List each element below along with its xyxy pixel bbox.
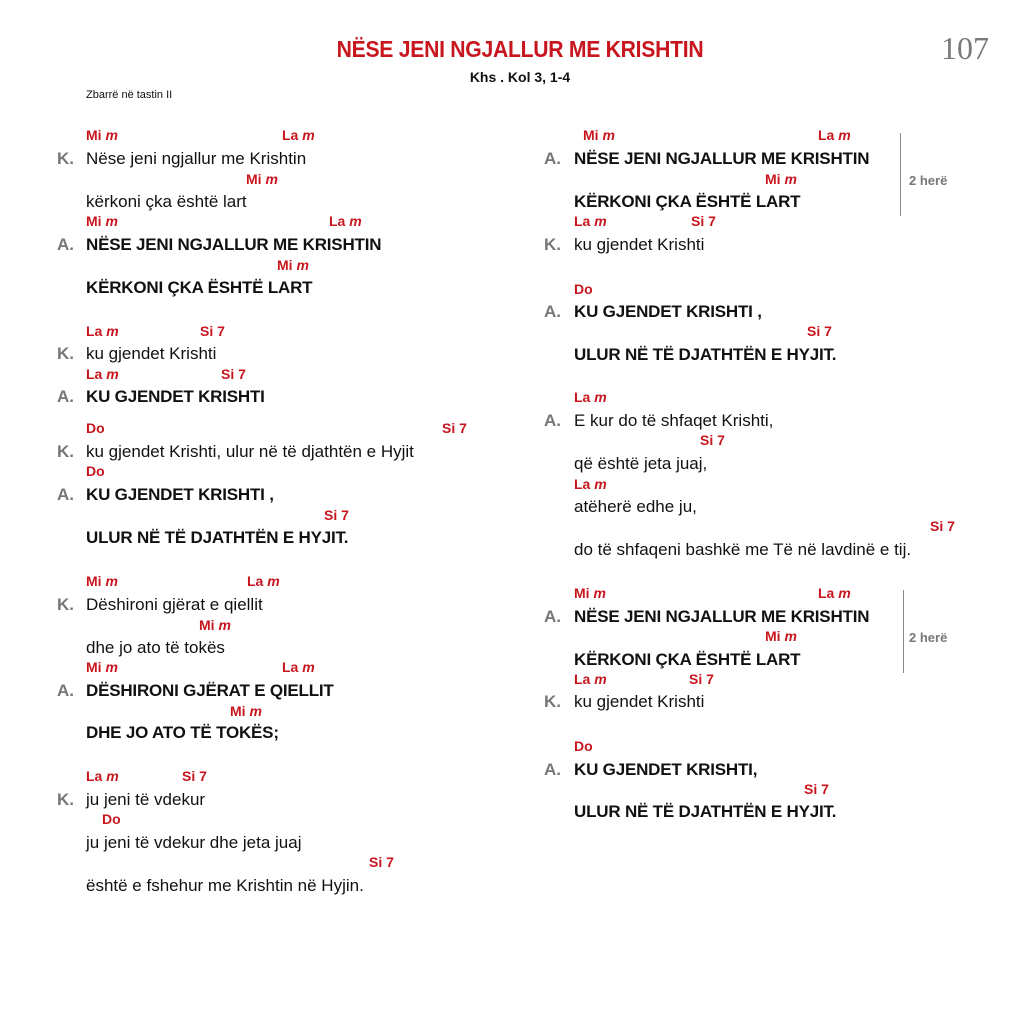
chord: La m	[329, 213, 362, 229]
role-label: A.	[57, 485, 74, 504]
chord: La m	[247, 573, 280, 589]
chord: La m	[818, 127, 851, 143]
lyric-line: ku gjendet Krishti	[574, 235, 705, 254]
chord: Mi m	[86, 127, 118, 143]
chord: La m	[282, 659, 315, 675]
chord: Si 7	[200, 323, 225, 339]
role-label: A.	[544, 149, 561, 168]
lyric-line: Dëshironi gjërat e qiellit	[86, 595, 263, 614]
chord: Si 7	[182, 768, 207, 784]
lyric-line: kërkoni çka është lart	[86, 192, 247, 211]
lyric-line: do të shfaqeni bashkë me Të në lavdinë e tij.	[574, 540, 912, 559]
chord: Mi m	[230, 703, 262, 719]
lyric-line: KËRKONI ÇKA ËSHTË LART	[574, 650, 801, 669]
lyric-line: DËSHIRONI GJËRAT E QIELLIT	[86, 681, 334, 700]
chord: Mi m	[246, 171, 278, 187]
lyric-line: KU GJENDET KRISHTI ,	[574, 302, 762, 321]
repeat-label: 2 herë	[909, 630, 948, 645]
chord: La m	[574, 671, 607, 687]
lyric-line: DHE JO ATO TË TOKËS;	[86, 723, 279, 742]
chord: Mi m	[574, 585, 606, 601]
chord: Mi m	[583, 127, 615, 143]
role-label: A.	[57, 387, 74, 406]
chord: Mi m	[765, 171, 797, 187]
lyric-line: Nëse jeni ngjallur me Krishtin	[86, 149, 307, 168]
chord: La m	[574, 389, 607, 405]
lyric-line: është e fshehur me Krishtin në Hyjin.	[86, 876, 364, 895]
lyric-line: që është jeta juaj,	[574, 454, 708, 473]
lyric-line: KU GJENDET KRISHTI ,	[86, 485, 274, 504]
role-label: K.	[57, 595, 74, 614]
repeat-bracket	[903, 590, 904, 673]
lyric-line: ju jeni të vdekur	[86, 790, 206, 809]
chord: Si 7	[442, 420, 467, 436]
chord: La m	[574, 476, 607, 492]
lyric-line: KËRKONI ÇKA ËSHTË LART	[574, 192, 801, 211]
chord: La m	[86, 323, 119, 339]
lyric-line: ju jeni të vdekur dhe jeta juaj	[86, 833, 302, 852]
chord: Mi m	[86, 213, 118, 229]
chord: Do	[86, 420, 105, 436]
lyric-line: NËSE JENI NGJALLUR ME KRISHTIN	[574, 149, 870, 168]
chord: Mi m	[86, 573, 118, 589]
chord: Si 7	[689, 671, 714, 687]
chord: Si 7	[807, 323, 832, 339]
capo-note: Zbarrë në tastin II	[86, 89, 173, 101]
scripture-reference: Khs . Kol 3, 1-4	[469, 69, 571, 85]
role-label: K.	[57, 790, 74, 809]
lyric-line: KU GJENDET KRISHTI,	[574, 760, 758, 779]
chord: Si 7	[324, 507, 349, 523]
chord: Mi m	[277, 257, 309, 273]
repeat-label: 2 herë	[909, 173, 948, 188]
lyric-line: ku gjendet Krishti	[86, 344, 217, 363]
role-label: A.	[544, 607, 561, 626]
chord: Si 7	[369, 854, 394, 870]
chord: Do	[574, 281, 593, 297]
lyric-line: ULUR NË TË DJATHTËN E HYJIT.	[574, 802, 837, 821]
chord: Si 7	[691, 213, 716, 229]
role-label: A.	[544, 302, 561, 321]
role-label: K.	[57, 149, 74, 168]
lyric-line: atëherë edhe ju,	[574, 497, 697, 516]
lyric-line: ku gjendet Krishti	[574, 692, 705, 711]
page-number: 107	[941, 30, 989, 66]
lyric-line: E kur do të shfaqet Krishti,	[574, 411, 774, 430]
chord: Do	[574, 738, 593, 754]
lyric-line: ku gjendet Krishti, ulur në të djathtën e Hyjit	[86, 442, 414, 461]
chord: La m	[574, 213, 607, 229]
chord: La m	[282, 127, 315, 143]
chord: Mi m	[765, 628, 797, 644]
chord: Si 7	[221, 366, 246, 382]
lyric-line: KU GJENDET KRISHTI	[86, 387, 265, 406]
lyric-line: KËRKONI ÇKA ËSHTË LART	[86, 278, 313, 297]
role-label: K.	[57, 344, 74, 363]
role-label: K.	[544, 235, 561, 254]
chord: La m	[86, 768, 119, 784]
chord: Si 7	[804, 781, 829, 797]
role-label: K.	[57, 442, 74, 461]
lyric-line: ULUR NË TË DJATHTËN E HYJIT.	[574, 345, 837, 364]
chord: Do	[102, 811, 121, 827]
role-label: K.	[544, 692, 561, 711]
chord: Mi m	[199, 617, 231, 633]
chord: Si 7	[930, 518, 955, 534]
chord: Mi m	[86, 659, 118, 675]
lyric-line: NËSE JENI NGJALLUR ME KRISHTIN	[86, 235, 382, 254]
repeat-bracket	[900, 133, 901, 216]
lyric-line: ULUR NË TË DJATHTËN E HYJIT.	[86, 528, 349, 547]
lyric-line: NËSE JENI NGJALLUR ME KRISHTIN	[574, 607, 870, 626]
role-label: A.	[544, 411, 561, 430]
chord: La m	[86, 366, 119, 382]
chord: Si 7	[700, 432, 725, 448]
chord: Do	[86, 463, 105, 479]
role-label: A.	[544, 760, 561, 779]
chord: La m	[818, 585, 851, 601]
lyric-line: dhe jo ato të tokës	[86, 638, 225, 657]
song-title: NËSE JENI NGJALLUR ME KRISHTIN	[336, 36, 704, 62]
role-label: A.	[57, 681, 74, 700]
role-label: A.	[57, 235, 74, 254]
